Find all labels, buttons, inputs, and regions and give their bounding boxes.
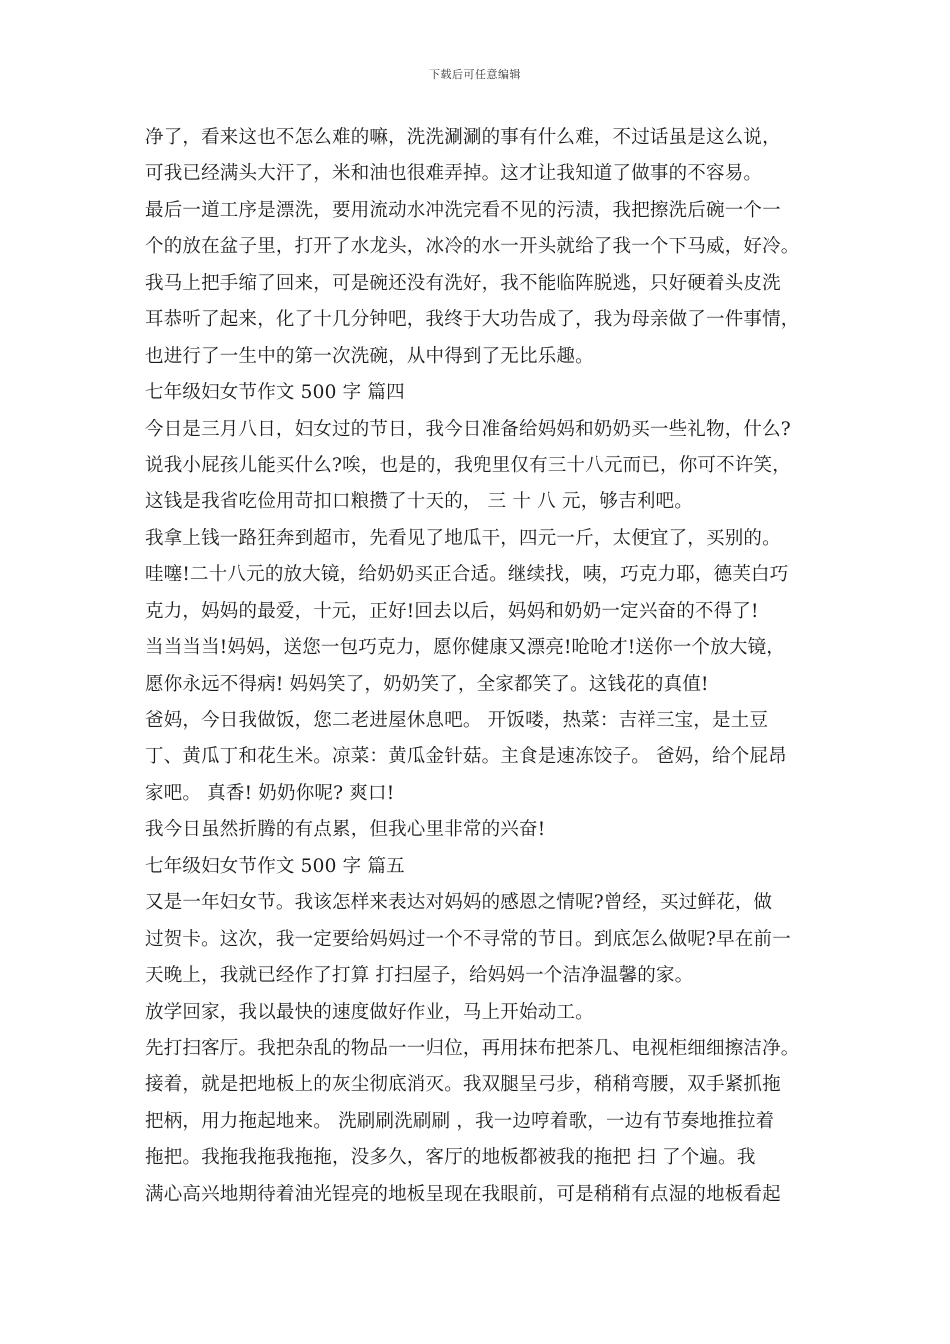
- text-line: 天晚上，我就已经作了打算 打扫屋子，给妈妈一个洁净温馨的家。: [145, 965, 694, 987]
- text-line: 哇噻!二十八元的放大镜，给奶奶买正合适。继续找，咦，巧克力耶，德芙白巧: [145, 564, 789, 586]
- text-line: 丁、黄瓜丁和花生米。凉菜：黄瓜金针菇。主食是速冻饺子。 爸妈，给个屁昂: [145, 746, 787, 768]
- section-heading: 七年级妇女节作文 500 字 篇五: [145, 855, 405, 877]
- text-line: 先打扫客厅。我把杂乱的物品一一归位，再用抹布把茶几、电视柜细细擦洁净。: [145, 1037, 800, 1059]
- text-line: 我今日虽然折腾的有点累，但我心里非常的兴奋!: [145, 819, 546, 841]
- text-line: 放学回家，我以最快的速度做好作业，马上开始动工。: [145, 1001, 594, 1023]
- text-line: 愿你永远不得病! 妈妈笑了，奶奶笑了，全家都笑了。这钱花的真值!: [145, 673, 709, 695]
- text-line: 耳恭听了起来，化了十几分钟吧，我终于大功告成了，我为母亲做了一件事情，: [145, 309, 800, 331]
- page-header: 下载后可任意编辑: [429, 68, 521, 81]
- document-body: [145, 120, 825, 1213]
- text-line: 我拿上钱一路狂奔到超市，先看见了地瓜干，四元一斤，太便宜了，买别的。: [145, 527, 781, 549]
- text-line: 满心高兴地期待着油光锃亮的地板呈现在我眼前，可是稍稍有点湿的地板看起: [145, 1183, 781, 1205]
- text-line: 克力，妈妈的最爱，十元，正好!回去以后，妈妈和奶奶一定兴奋的不得了!: [145, 600, 759, 622]
- text-line: 个的放在盆子里，打开了水龙头，冰冷的水一开头就给了我一个下马威，好冷。: [145, 236, 800, 258]
- text-line: 净了，看来这也不怎么难的嘛，洗洗涮涮的事有什么难，不过话虽是这么说，: [145, 127, 781, 148]
- text-line: 家吧。 真香! 奶奶你呢? 爽口!: [145, 782, 395, 804]
- text-line: 我马上把手缩了回来，可是碗还没有洗好，我不能临阵脱逃，只好硬着头皮洗: [145, 272, 781, 294]
- text-line: 过贺卡。这次，我一定要给妈妈过一个不寻常的节日。到底怎么做呢?早在前一: [145, 928, 791, 950]
- text-line: 爸妈，今日我做饭，您二老进屋休息吧。 开饭喽，热菜：吉祥三宝，是土豆: [145, 710, 769, 731]
- text-line: 最后一道工序是漂洗，要用流动水冲洗完看不见的污渍，我把擦洗后碗一个一: [145, 199, 781, 221]
- section-heading: 七年级妇女节作文 500 字 篇四: [145, 382, 405, 404]
- text-line: 可我已经满头大汗了，米和油也很难弄掉。这才让我知道了做事的不容易。: [145, 163, 763, 185]
- text-line: 又是一年妇女节。我该怎样来表达对妈妈的感恩之情呢?曾经，买过鲜花，做: [145, 892, 773, 914]
- text-line: 把柄，用力拖起地来。 洗刷刷洗刷刷 ，我一边哼着歌，一边有节奏地推拉着: [145, 1110, 775, 1132]
- text-line: 今日是三月八日，妇女过的节日，我今日准备给妈妈和奶奶买一些礼物，什么?: [145, 418, 791, 440]
- text-line: 这钱是我省吃俭用苛扣口粮攒了十天的， 三 十 八 元，够吉利吧。: [145, 491, 693, 513]
- text-line: 拖把。我拖我拖我拖拖，没多久，客厅的地板都被我的拖把 扫 了个遍。我: [145, 1147, 756, 1169]
- text-line: 当当当当!妈妈，送您一包巧克力，愿你健康又漂亮!呛呛才!送你一个放大镜，: [145, 637, 786, 659]
- text-line: 也进行了一生中的第一次洗碗，从中得到了无比乐趣。: [145, 345, 594, 367]
- text-line: 接着，就是把地板上的灰尘彻底消灭。我双腿呈弓步，稍稍弯腰，双手紧抓拖: [145, 1074, 781, 1096]
- text-line: 说我小屁孩儿能买什么?唉，也是的，我兜里仅有三十八元而已，你可不许笑，: [145, 454, 791, 476]
